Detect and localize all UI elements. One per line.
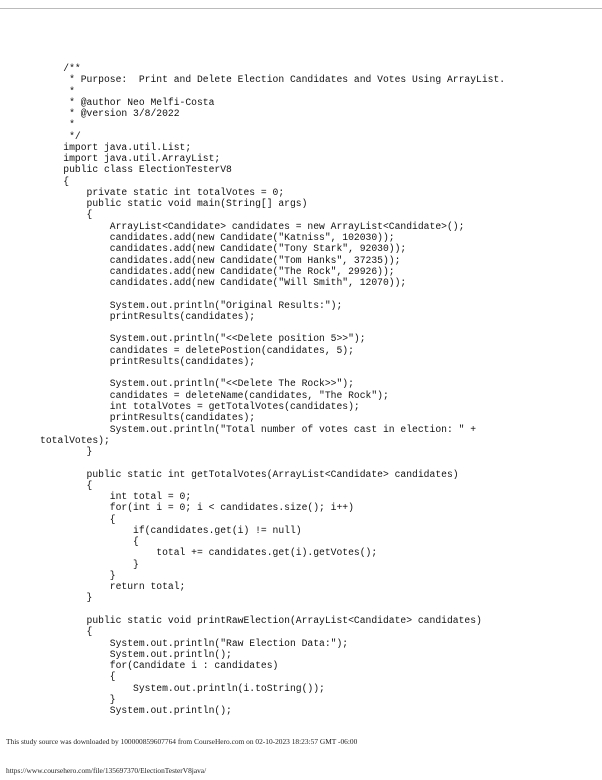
- code-line: }: [40, 693, 116, 705]
- code-line: }: [40, 569, 116, 581]
- code-line: {: [40, 175, 70, 187]
- code-line: * Purpose: Print and Delete Election Candidates and Votes Using ArrayList.: [40, 74, 506, 86]
- code-line: /**: [40, 63, 81, 74]
- code-line: int totalVotes = getTotalVotes(candidates);: [40, 400, 360, 412]
- code-line: public class ElectionTesterV8: [40, 164, 232, 176]
- code-line: if(candidates.get(i) != null): [40, 524, 302, 536]
- code-line: candidates.add(new Candidate("Will Smith", 12070));: [40, 277, 407, 289]
- code-line: for(Candidate i : candidates): [40, 660, 279, 672]
- code-line: [40, 604, 505, 615]
- code-line: int total = 0;: [40, 491, 192, 503]
- code-line: [40, 322, 505, 333]
- code-line: total += candidates.get(i).getVotes();: [40, 547, 378, 559]
- code-line: printResults(candidates);: [40, 412, 256, 424]
- code-line: [40, 367, 505, 378]
- code-line: }: [40, 558, 139, 570]
- code-line: }: [40, 592, 93, 604]
- code-line: import java.util.ArrayList;: [40, 153, 221, 165]
- code-line: ArrayList<Candidate> candidates = new ArrayList<Candidate>();: [40, 220, 465, 232]
- code-line: candidates.add(new Candidate("The Rock", 29926));: [40, 265, 395, 277]
- code-line: {: [40, 513, 116, 525]
- code-line: *: [40, 119, 75, 131]
- code-line: * @version 3/8/2022: [40, 108, 180, 120]
- code-line: return total;: [40, 581, 186, 593]
- code-line: System.out.println("Raw Election Data:");: [40, 637, 349, 649]
- code-line: {: [40, 536, 139, 548]
- code-line: {: [40, 209, 93, 221]
- source-url[interactable]: https://www.coursehero.com/file/135697370/ElectionTesterV8java/: [6, 766, 207, 775]
- code-line: */: [40, 130, 81, 142]
- download-notice: This study source was downloaded by 100000859607764 from CourseHero.com on 02-10-2023 18:23:57 GMT -06:00: [6, 737, 358, 746]
- code-line: System.out.println(i.toString());: [40, 682, 325, 694]
- code-line: public static int getTotalVotes(ArrayList<Candidate> candidates): [40, 468, 459, 480]
- code-line: candidates.add(new Candidate("Tom Hanks", 37235));: [40, 254, 401, 266]
- code-line: System.out.println();: [40, 705, 232, 717]
- code-line: for(int i = 0; i < candidates.size(); i++): [40, 502, 354, 514]
- code-line: printResults(candidates);: [40, 310, 256, 322]
- code-line: System.out.println("Original Results:");: [40, 299, 343, 311]
- code-line: import java.util.List;: [40, 141, 192, 153]
- code-line: System.out.println("<<Delete position 5>>");: [40, 333, 366, 345]
- code-line: System.out.println();: [40, 648, 232, 660]
- code-line: private static int totalVotes = 0;: [40, 186, 285, 198]
- page-top-divider: [0, 8, 602, 9]
- code-line: public static void printRawElection(ArrayList<Candidate> candidates): [40, 615, 482, 627]
- code-line: printResults(candidates);: [40, 355, 256, 367]
- code-line: totalVotes);: [40, 434, 110, 446]
- code-line: }: [40, 446, 93, 458]
- code-line: {: [40, 626, 93, 638]
- code-line: {: [40, 671, 116, 683]
- code-line: candidates = deleteName(candidates, "The Rock");: [40, 389, 389, 401]
- code-line: candidates.add(new Candidate("Katniss", 102030));: [40, 231, 395, 243]
- code-line: [40, 288, 505, 299]
- code-line: System.out.println("Total number of votes cast in election: " +: [40, 423, 477, 435]
- code-line: System.out.println("<<Delete The Rock>>");: [40, 378, 354, 390]
- code-line: [40, 457, 505, 468]
- code-line: * @author Neo Melfi-Costa: [40, 96, 215, 108]
- code-line: public static void main(String[] args): [40, 198, 308, 210]
- code-line: candidates = deletePostion(candidates, 5);: [40, 344, 354, 356]
- java-source-code: [40, 63, 505, 716]
- code-line: {: [40, 479, 93, 491]
- code-line: *: [40, 85, 75, 97]
- code-line: candidates.add(new Candidate("Tony Stark", 92030));: [40, 243, 407, 255]
